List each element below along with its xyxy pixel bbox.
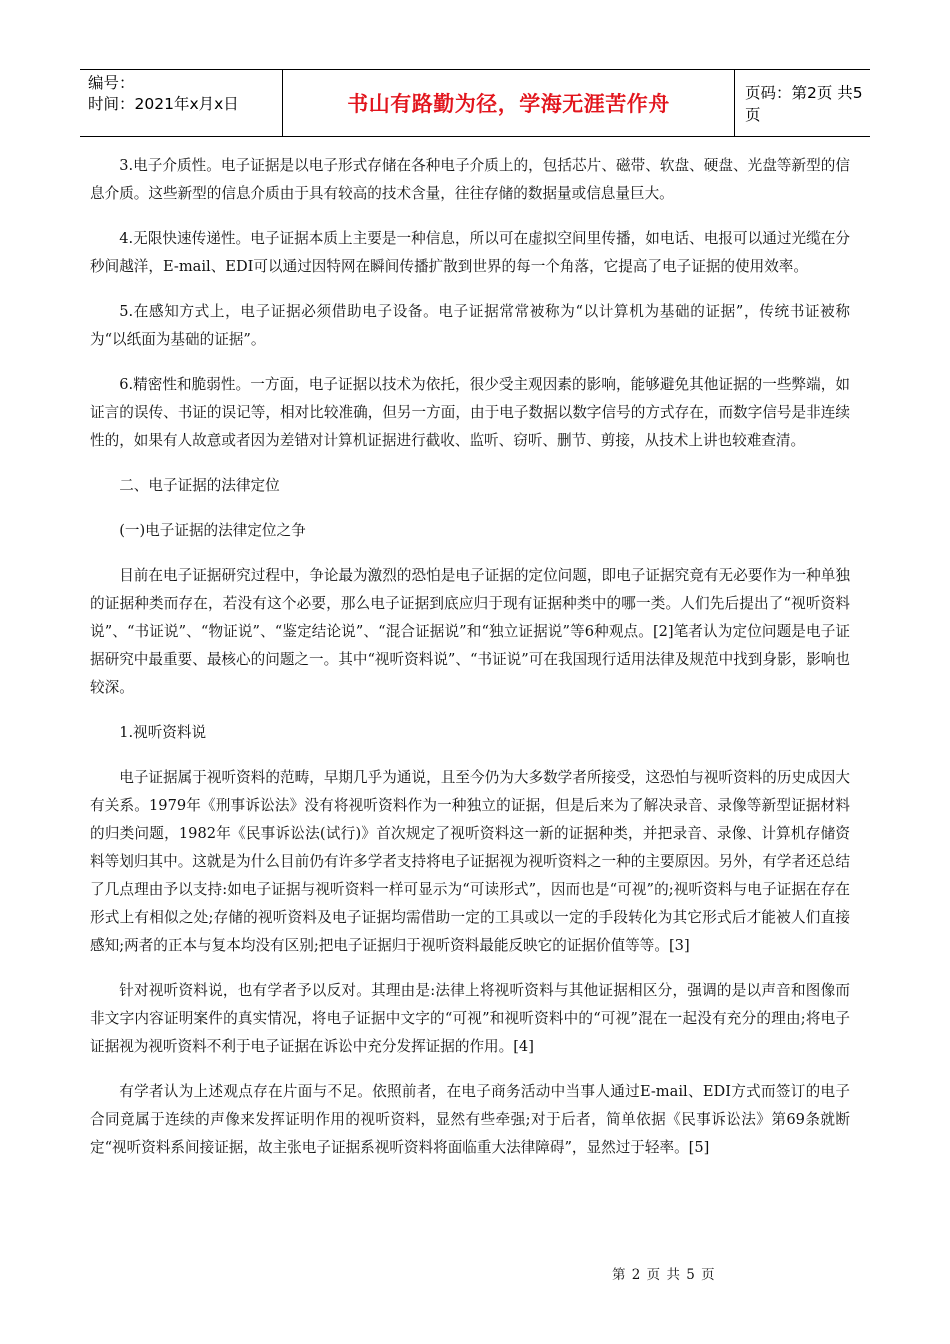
header-motto: 书山有路勤为径，学海无涯苦作舟: [283, 70, 735, 136]
subsection-heading-dispute: (一)电子证据的法律定位之争: [119, 522, 306, 539]
header-meta: [80, 70, 283, 136]
paragraph-precision-fragility: 6.精密性和脆弱性。一方面，电子证据以技术为依托，很少受主观因素的影响，能够避免其他证据的一些弊端，如证言的误传、书证的误记等，相对比较准确，但另一方面，由于电子数据以数字信号的方式存在，而数字信号是非连续性的，如果有人故意或者因为差错对计算机证据进行截收、监听、窃听、删节、剪接，从技术上讲也较难查清。: [90, 376, 850, 449]
subheading-audiovisual-theory: 1.视听资料说: [119, 724, 207, 741]
paragraph-audiovisual-support: 电子证据属于视听资料的范畴，早期几乎为通说，且至今仍为大多数学者所接受，这恐怕与视听资料的历史成因大有关系。1979年《刑事诉讼法》没有将视听资料作为一种独立的证据，但是后来为了解决录音、录像等新型证据材料的归类问题，1982年《民事诉讼法(试行)》首次规定了视听资料这一新的证据种类，并把录音、录像、计算机存储资料等划归其中。这就是为什么目前仍有许多学者支持将电子证据视为视听资料之一种的主要原因。另外，有学者还总结了几点理由予以支持:如电子证据与视听资料一样可显示为“可读形式”，因而也是“可视”的;视听资料与电子证据在存在形式上有相似之处;存储的视听资料及电子证据均需借助一定的工具或以一定的手段转化为其它形式后才能被人们直接感知;两者的正本与复本均没有区别;把电子证据归于视听资料最能反映它的证据价值等等。[3]: [90, 769, 850, 954]
document-body: [90, 152, 850, 1162]
header-page-info: 页码：第2页 共5页: [745, 84, 863, 124]
paragraph-fast-transmission: 4.无限快速传递性。电子证据本质上主要是一种信息，所以可在虚拟空间里传播，如电话、电报可以通过光缆在分秒间越洋，E-mail、EDI可以通过因特网在瞬间传播扩散到世界的每一个角落，它提高了电子证据的使用效率。: [90, 230, 850, 275]
paragraph-electronic-medium: 3.电子介质性。电子证据是以电子形式存储在各种电子介质上的，包括芯片、磁带、软盘、硬盘、光盘等新型的信息介质。这些新型的信息介质由于具有较高的技术含量，往往存储的数据量或信息量巨大。: [90, 157, 850, 202]
page-footer: 第 2 页 共 5 页: [612, 1267, 716, 1283]
section-heading-legal-position: 二、电子证据的法律定位: [119, 477, 280, 494]
page-header: [80, 69, 870, 137]
paragraph-perception: 5.在感知方式上，电子证据必须借助电子设备。电子证据常常被称为“以计算机为基础的证据”，传统书证被称为“以纸面为基础的证据”。: [90, 303, 850, 348]
paragraph-critique: 有学者认为上述观点存在片面与不足。依照前者，在电子商务活动中当事人通过E-mail、EDI方式而签订的电子合同竟属于连续的声像来发挥证明作用的视听资料，显然有些牵强;对于后者，简单依据《民事诉讼法》第69条就断定“视听资料系间接证据，故主张电子证据系视听资料将面临重大法律障碍”，显然过于轻率。[5]: [90, 1083, 850, 1156]
paragraph-audiovisual-opposition: 针对视听资料说，也有学者予以反对。其理由是:法律上将视听资料与其他证据相区分，强调的是以声音和图像而非文字内容证明案件的真实情况，将电子证据中文字的“可视”和视听资料中的“可视”混在一起没有充分的理由;将电子证据视为视听资料不利于电子证据在诉讼中充分发挥证据的作用。[4]: [90, 982, 850, 1055]
paragraph-positioning-debate: 目前在电子证据研究过程中，争论最为激烈的恐怕是电子证据的定位问题，即电子证据究竟有无必要作为一种单独的证据种类而存在，若没有这个必要，那么电子证据到底应归于现有证据种类中的哪一类。人们先后提出了“视听资料说”、“书证说”、“物证说”、“鉴定结论说”、“混合证据说”和“独立证据说”等6种观点。[2]笔者认为定位问题是电子证据研究中最重要、最核心的问题之一。其中“视听资料说”、“书证说”可在我国现行适用法律及规范中找到身影，影响也较深。: [90, 567, 850, 696]
document-time-label: 时间：2021年x月x日: [88, 95, 239, 113]
document-number-label: 编号：: [88, 74, 135, 92]
